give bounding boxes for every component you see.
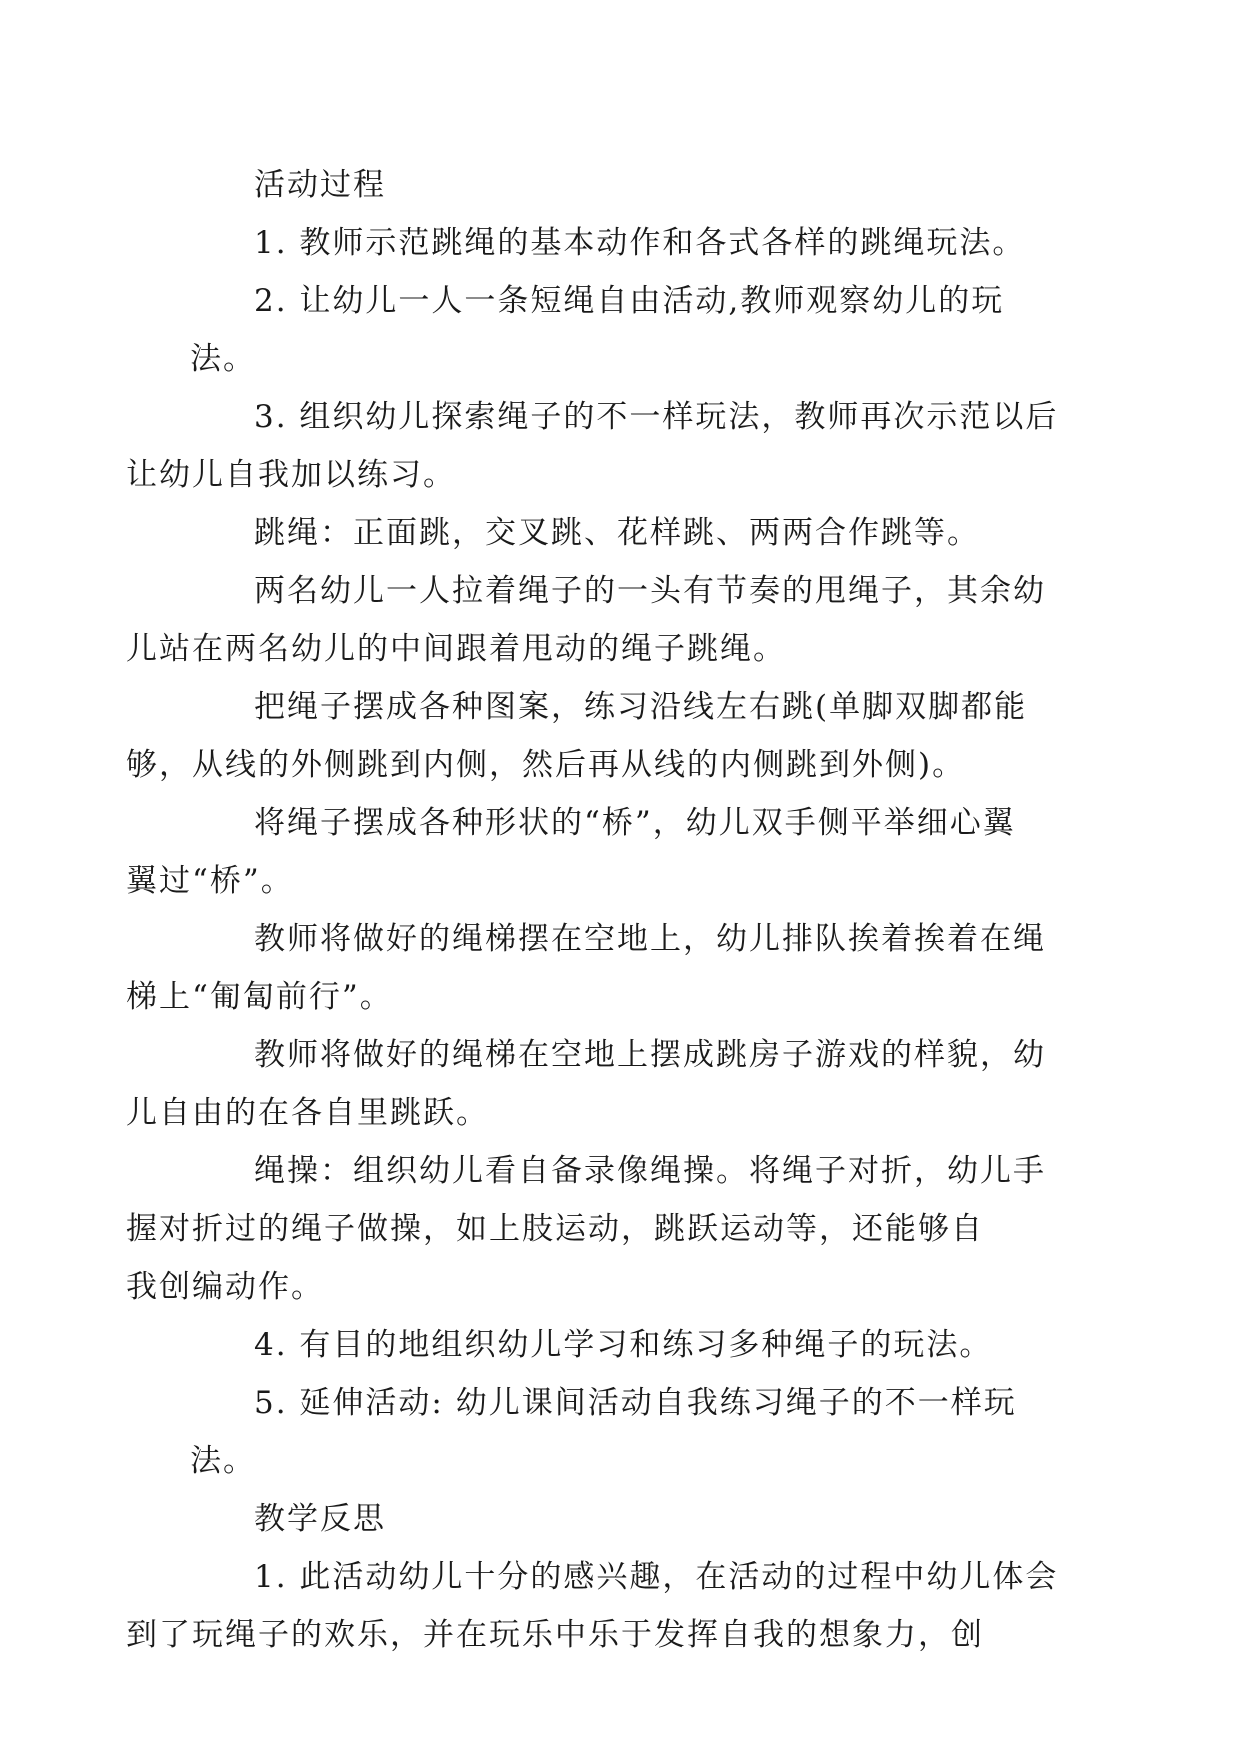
text-line: 教学反思 (254, 1501, 386, 1537)
paragraph (190, 1490, 1070, 1548)
text-line: 两名幼儿一人拉着绳子的一头有节奏的甩绳子，其余幼 (254, 573, 1046, 609)
text-line: 3. 组织幼儿探索绳子的不一样玩法，教师再次示范以后 (254, 399, 1059, 435)
paragraph (126, 678, 1070, 794)
text-line: 把绳子摆成各种图案，练习沿线左右跳(单脚双脚都能 (254, 689, 1028, 725)
paragraph (126, 910, 1070, 1026)
text-line: 绳操：组织幼儿看自备录像绳操。将绳子对折，幼儿手 (254, 1153, 1046, 1189)
paragraph (190, 214, 1070, 272)
text-line: 够，从线的外侧跳到内侧，然后再从线的内侧跳到外侧)。 (126, 747, 966, 783)
paragraph (126, 1026, 1070, 1142)
text-line: 1. 教师示范跳绳的基本动作和各式各样的跳绳玩法。 (254, 225, 1026, 261)
text-line: 1. 此活动幼儿十分的感兴趣，在活动的过程中幼儿体会 (254, 1559, 1059, 1595)
text-line: 教师将做好的绳梯摆在空地上，幼儿排队挨着挨着在绳 (254, 921, 1046, 957)
paragraph (190, 272, 1070, 388)
text-line: 梯上“匍匐前行”。 (126, 979, 393, 1015)
text-line: 到了玩绳子的欢乐，并在玩乐中乐于发挥自我的想象力，创 (126, 1617, 984, 1653)
text-line: 5. 延伸活动: 幼儿课间活动自我练习绳子的不一样玩法。 (190, 1385, 1017, 1479)
document-body (126, 156, 1070, 1664)
paragraph (190, 504, 1070, 562)
text-line: 将绳子摆成各种形状的“桥”，幼儿双手侧平举细心翼 (254, 805, 1016, 841)
paragraph (126, 1548, 1070, 1664)
text-line: 我创编动作。 (126, 1269, 324, 1305)
text-line: 教师将做好的绳梯在空地上摆成跳房子游戏的样貌，幼 (254, 1037, 1046, 1073)
text-line: 跳绳：正面跳，交叉跳、花样跳、两两合作跳等。 (254, 515, 980, 551)
paragraph (126, 1142, 1070, 1316)
text-line: 2. 让幼儿一人一条短绳自由活动,教师观察幼儿的玩法。 (190, 283, 1005, 377)
text-line: 握对折过的绳子做操，如上肢运动，跳跃运动等，还能够自 (126, 1211, 984, 1247)
paragraph (190, 1316, 1070, 1374)
text-line: 儿站在两名幼儿的中间跟着甩动的绳子跳绳。 (126, 631, 786, 667)
paragraph (126, 794, 1070, 910)
paragraph (126, 388, 1070, 504)
paragraph (190, 156, 1070, 214)
text-line: 儿自由的在各自里跳跃。 (126, 1095, 489, 1131)
text-line: 翼过“桥”。 (126, 863, 294, 899)
text-line: 让幼儿自我加以练习。 (126, 457, 456, 493)
text-line: 4. 有目的地组织幼儿学习和练习多种绳子的玩法。 (254, 1327, 993, 1363)
paragraph (126, 562, 1070, 678)
text-line: 活动过程 (254, 167, 386, 203)
paragraph (190, 1374, 1070, 1490)
